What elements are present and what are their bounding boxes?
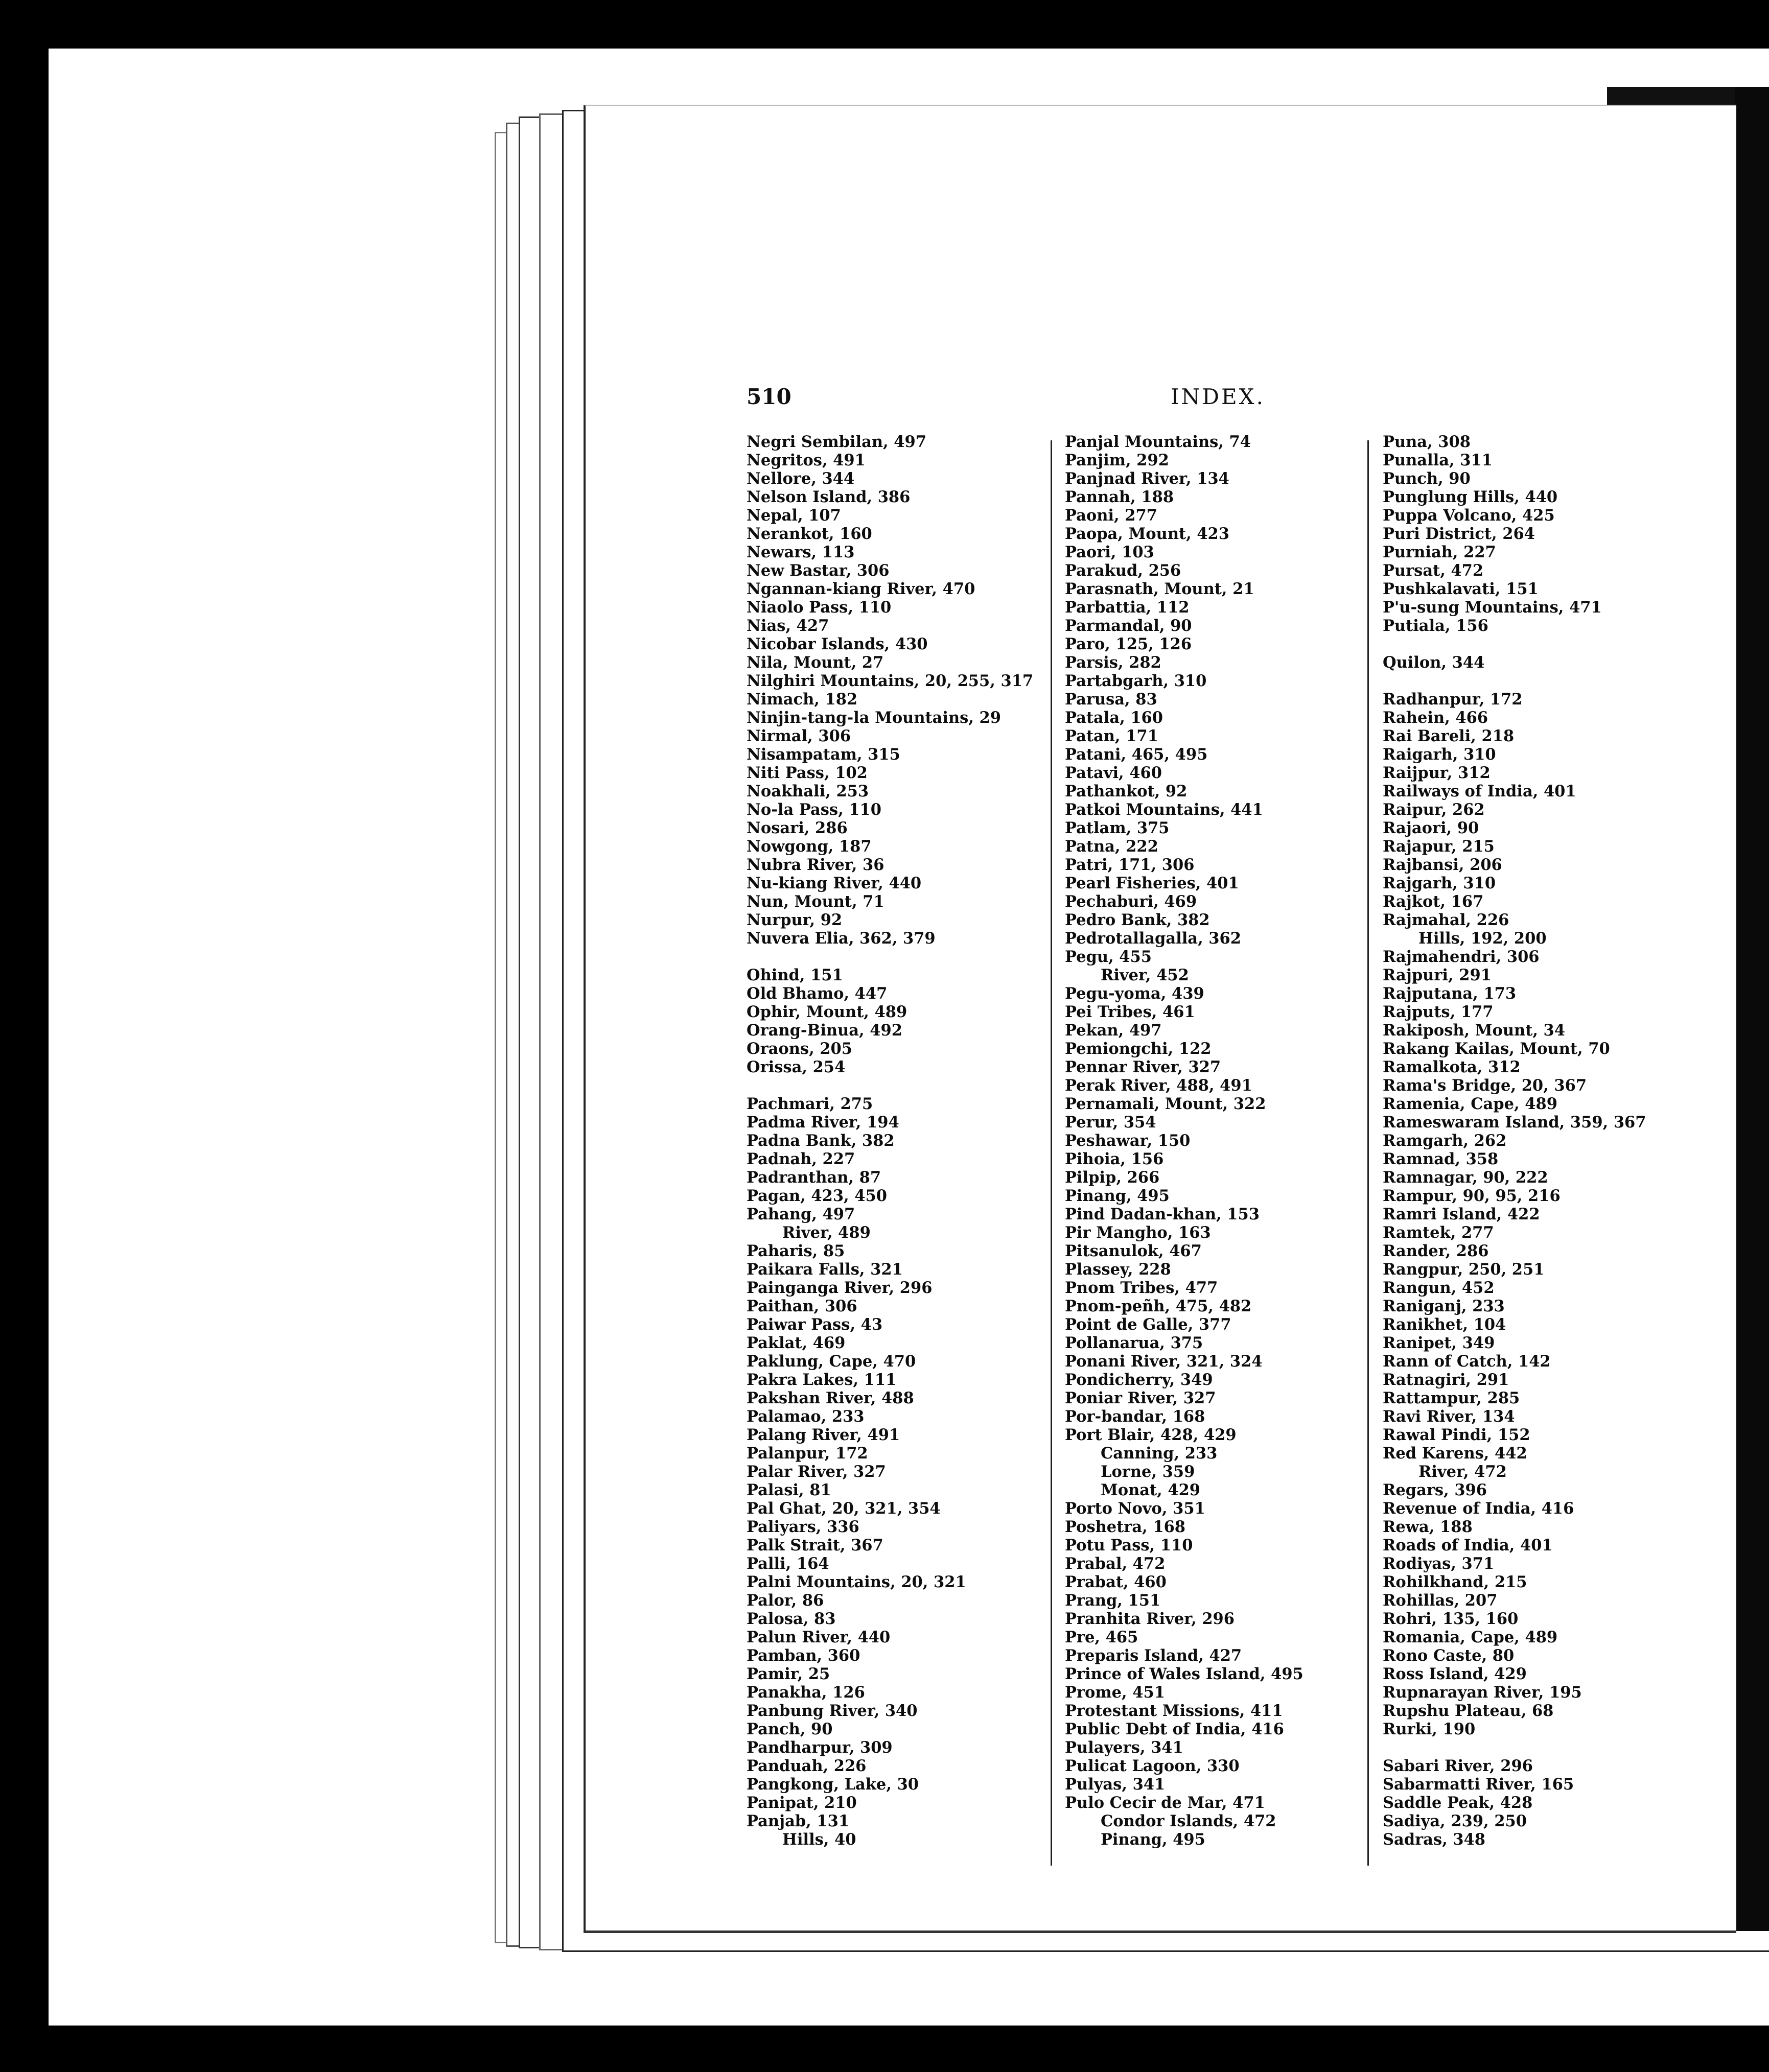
index-entry: Public Debt of India, 416: [1065, 1720, 1284, 1738]
index-entry: Rajmahal, 226: [1383, 911, 1509, 929]
index-entry: Nirmal, 306: [747, 727, 851, 745]
index-entry: Poshetra, 168: [1065, 1518, 1186, 1536]
index-entry: Sadras, 348: [1383, 1830, 1486, 1849]
index-entry: Punglung Hills, 440: [1383, 488, 1558, 506]
index-column-1: [747, 433, 1053, 1849]
index-entry: Prome, 451: [1065, 1683, 1165, 1702]
index-entry: Nun, Mount, 71: [747, 892, 884, 911]
index-entry: Nerankot, 160: [747, 525, 872, 543]
index-entry: Paharis, 85: [747, 1242, 845, 1260]
index-entry: Nuvera Elia, 362, 379: [747, 929, 936, 948]
index-entry: Paiwar Pass, 43: [747, 1315, 883, 1334]
index-entry: Pekan, 497: [1065, 1021, 1162, 1040]
index-entry: Quilon, 344: [1383, 653, 1485, 672]
index-entry: Paklung, Cape, 470: [747, 1352, 916, 1371]
index-column-3: [1383, 433, 1689, 1849]
index-subentry: River, 489: [782, 1223, 871, 1242]
index-entry: Panjab, 131: [747, 1812, 850, 1830]
index-entry: Pannah, 188: [1065, 488, 1174, 506]
index-entry: Ramnagar, 90, 222: [1383, 1168, 1548, 1187]
index-entry: Protestant Missions, 411: [1065, 1702, 1283, 1720]
index-entry: Palanpur, 172: [747, 1444, 868, 1463]
index-entry: Old Bhamo, 447: [747, 984, 888, 1003]
index-entry: Partabgarh, 310: [1065, 672, 1207, 690]
index-entry: Ramtek, 277: [1383, 1223, 1494, 1242]
index-entry: Pennar River, 327: [1065, 1058, 1221, 1076]
index-entry: Nisampatam, 315: [747, 745, 900, 764]
index-subentry: Condor Islands, 472: [1101, 1812, 1276, 1830]
index-entry: Pathankot, 92: [1065, 782, 1188, 800]
index-entry: Nelson Island, 386: [747, 488, 911, 506]
index-entry: Patlam, 375: [1065, 819, 1170, 837]
index-entry: Pei Tribes, 461: [1065, 1003, 1195, 1021]
index-entry: Pechaburi, 469: [1065, 892, 1197, 911]
index-entry: Negri Sembilan, 497: [747, 433, 926, 451]
index-entry: Pamir, 25: [747, 1665, 830, 1683]
index-entry: Pondicherry, 349: [1065, 1371, 1213, 1389]
index-entry: Paori, 103: [1065, 543, 1154, 561]
index-entry: Pnom-peñh, 475, 482: [1065, 1297, 1252, 1315]
index-entry: Saddle Peak, 428: [1383, 1794, 1533, 1812]
index-entry: Poniar River, 327: [1065, 1389, 1216, 1407]
index-entry: Pachmari, 275: [747, 1095, 873, 1113]
index-entry: Ramenia, Cape, 489: [1383, 1095, 1557, 1113]
index-entry: Palli, 164: [747, 1555, 829, 1573]
index-entry: Rampur, 90, 95, 216: [1383, 1187, 1561, 1205]
index-entry: Ramgarh, 262: [1383, 1132, 1507, 1150]
index-entry: Palar River, 327: [747, 1463, 886, 1481]
index-entry: Pal Ghat, 20, 321, 354: [747, 1499, 941, 1518]
index-entry: Ngannan-kiang River, 470: [747, 580, 975, 598]
index-entry: Parakud, 256: [1065, 561, 1181, 580]
index-entry: Nowgong, 187: [747, 837, 872, 856]
index-entry: Revenue of India, 416: [1383, 1499, 1574, 1518]
index-entry: Panjim, 292: [1065, 451, 1169, 469]
index-entry: Pitsanulok, 467: [1065, 1242, 1202, 1260]
book-cover-edge: [1735, 87, 1769, 1931]
index-entry: Pihoia, 156: [1065, 1150, 1164, 1168]
index-entry: Rann of Catch, 142: [1383, 1352, 1551, 1371]
index-entry: Panch, 90: [747, 1720, 833, 1738]
index-entry: Nosari, 286: [747, 819, 848, 837]
index-entry: Sabari River, 296: [1383, 1757, 1533, 1775]
index-entry: Palk Strait, 367: [747, 1536, 883, 1555]
index-entry: Ramalkota, 312: [1383, 1058, 1521, 1076]
index-entry: Ohind, 151: [747, 966, 843, 984]
index-entry: Regars, 396: [1383, 1481, 1487, 1499]
index-entry: Orang-Binua, 492: [747, 1021, 902, 1040]
index-entry: Paro, 125, 126: [1065, 635, 1192, 653]
index-entry: Pinang, 495: [1065, 1187, 1170, 1205]
index-entry: Panjnad River, 134: [1065, 469, 1229, 488]
index-entry: Pegu, 455: [1065, 948, 1152, 966]
index-entry: Porto Novo, 351: [1065, 1499, 1205, 1518]
index-entry: Rajbansi, 206: [1383, 856, 1502, 874]
index-entry: Puppa Volcano, 425: [1383, 506, 1555, 525]
index-entry: Palosa, 83: [747, 1610, 836, 1628]
index-entry: Rohri, 135, 160: [1383, 1610, 1519, 1628]
index-entry: Punch, 90: [1383, 469, 1471, 488]
index-entry: Preparis Island, 427: [1065, 1646, 1242, 1665]
index-entry: No-la Pass, 110: [747, 800, 881, 819]
index-entry: Pedrotallagalla, 362: [1065, 929, 1241, 948]
index-entry: Niaolo Pass, 110: [747, 598, 892, 617]
index-entry: Padnah, 227: [747, 1150, 855, 1168]
index-entry: Pilpip, 266: [1065, 1168, 1160, 1187]
index-entry: Sabarmatti River, 165: [1383, 1775, 1574, 1794]
index-entry: Sadiya, 239, 250: [1383, 1812, 1527, 1830]
index-entry: Roads of India, 401: [1383, 1536, 1553, 1555]
index-entry: Raijpur, 312: [1383, 764, 1491, 782]
index-entry: Niti Pass, 102: [747, 764, 868, 782]
index-entry: Pulayers, 341: [1065, 1738, 1183, 1757]
index-entry: Palun River, 440: [747, 1628, 891, 1646]
index-entry: Ross Island, 429: [1383, 1665, 1527, 1683]
index-entry: Negritos, 491: [747, 451, 866, 469]
index-entry: Rajputana, 173: [1383, 984, 1517, 1003]
index-entry: Rupnarayan River, 195: [1383, 1683, 1582, 1702]
index-entry: Pulo Cecir de Mar, 471: [1065, 1794, 1265, 1812]
index-entry: Rakang Kailas, Mount, 70: [1383, 1040, 1610, 1058]
index-entry: Pursat, 472: [1383, 561, 1484, 580]
index-entry: Purniah, 227: [1383, 543, 1496, 561]
index-entry: Red Karens, 442: [1383, 1444, 1527, 1463]
index-entry: Paoni, 277: [1065, 506, 1157, 525]
index-entry: Puri District, 264: [1383, 525, 1535, 543]
index-entry: Panakha, 126: [747, 1683, 865, 1702]
index-entry: Pranhita River, 296: [1065, 1610, 1235, 1628]
index-entry: Ramri Island, 422: [1383, 1205, 1540, 1223]
index-entry: Nellore, 344: [747, 469, 855, 488]
index-entry: Pandharpur, 309: [747, 1738, 893, 1757]
index-entry: Perur, 354: [1065, 1113, 1156, 1132]
scan-border-top: [0, 0, 1769, 49]
index-entry: Point de Galle, 377: [1065, 1315, 1231, 1334]
index-entry: Ranipet, 349: [1383, 1334, 1495, 1352]
index-entry: Rajpuri, 291: [1383, 966, 1492, 984]
index-entry: Prang, 151: [1065, 1591, 1161, 1610]
index-entry: Padna Bank, 382: [747, 1132, 895, 1150]
index-subentry: River, 452: [1101, 966, 1189, 984]
index-entry: Rajgarh, 310: [1383, 874, 1496, 892]
index-entry: Padma River, 194: [747, 1113, 899, 1132]
index-entry: Puna, 308: [1383, 433, 1471, 451]
index-subentry: River, 472: [1418, 1463, 1507, 1481]
index-entry: Paklat, 469: [747, 1334, 846, 1352]
index-entry: Nurpur, 92: [747, 911, 843, 929]
index-entry: Pegu-yoma, 439: [1065, 984, 1204, 1003]
index-entry: Palor, 86: [747, 1591, 824, 1610]
index-entry: Nias, 427: [747, 617, 829, 635]
index-entry: Rai Bareli, 218: [1383, 727, 1515, 745]
index-entry: Pind Dadan-khan, 153: [1065, 1205, 1260, 1223]
index-entry: Nu-kiang River, 440: [747, 874, 922, 892]
running-title: INDEX.: [1171, 384, 1265, 409]
index-entry: Palasi, 81: [747, 1481, 831, 1499]
index-entry: Parusa, 83: [1065, 690, 1157, 709]
index-entry: Peshawar, 150: [1065, 1132, 1191, 1150]
index-entry: Newars, 113: [747, 543, 855, 561]
index-entry: Pulyas, 341: [1065, 1775, 1166, 1794]
index-entry: Pagan, 423, 450: [747, 1187, 887, 1205]
index-entry: Pakra Lakes, 111: [747, 1371, 897, 1389]
index-entry: Prabal, 472: [1065, 1555, 1166, 1573]
index-entry: Port Blair, 428, 429: [1065, 1426, 1237, 1444]
index-entry: Pollanarua, 375: [1065, 1334, 1203, 1352]
index-entry: Patavi, 460: [1065, 764, 1162, 782]
page-number: 510: [747, 384, 792, 409]
index-subentry: Canning, 233: [1101, 1444, 1218, 1463]
index-entry: Pernamali, Mount, 322: [1065, 1095, 1266, 1113]
index-entry: Painganga River, 296: [747, 1279, 933, 1297]
index-entry: Pulicat Lagoon, 330: [1065, 1757, 1240, 1775]
index-entry: Romania, Cape, 489: [1383, 1628, 1558, 1646]
index-entry: Prabat, 460: [1065, 1573, 1167, 1591]
index-entry: Parbattia, 112: [1065, 598, 1190, 617]
index-entry: Rupshu Plateau, 68: [1383, 1702, 1554, 1720]
index-entry: Ninjin-tang-la Mountains, 29: [747, 709, 1001, 727]
index-entry: Rewa, 188: [1383, 1518, 1473, 1536]
index-entry: Panipat, 210: [747, 1794, 857, 1812]
index-entry: Raigarh, 310: [1383, 745, 1496, 764]
index-entry: Nepal, 107: [747, 506, 841, 525]
index-entry: Rameswaram Island, 359, 367: [1383, 1113, 1646, 1132]
index-entry: Rangpur, 250, 251: [1383, 1260, 1545, 1279]
index-entry: Pnom Tribes, 477: [1065, 1279, 1218, 1297]
index-entry: Panduah, 226: [747, 1757, 867, 1775]
index-page: [584, 105, 1736, 1933]
index-entry: Nimach, 182: [747, 690, 858, 709]
index-entry: Panbung River, 340: [747, 1702, 918, 1720]
index-entry: Rahein, 466: [1383, 709, 1488, 727]
index-entry: Parmandal, 90: [1065, 617, 1192, 635]
index-entry: Railways of India, 401: [1383, 782, 1576, 800]
index-entry: Patna, 222: [1065, 837, 1158, 856]
index-entry: Rono Caste, 80: [1383, 1646, 1515, 1665]
index-entry: Palamao, 233: [747, 1407, 865, 1426]
index-entry: Rajaori, 90: [1383, 819, 1479, 837]
index-entry: Pangkong, Lake, 30: [747, 1775, 919, 1794]
index-entry: Rangun, 452: [1383, 1279, 1495, 1297]
index-entry: Ratnagiri, 291: [1383, 1371, 1509, 1389]
index-column-2: [1065, 433, 1371, 1849]
index-entry: Pushkalavati, 151: [1383, 580, 1539, 598]
index-subentry: Pinang, 495: [1101, 1830, 1205, 1849]
index-entry: Ranikhet, 104: [1383, 1315, 1506, 1334]
index-entry: Punalla, 311: [1383, 451, 1493, 469]
index-entry: Plassey, 228: [1065, 1260, 1171, 1279]
index-entry: Radhanpur, 172: [1383, 690, 1523, 709]
index-entry: Rama's Bridge, 20, 367: [1383, 1076, 1587, 1095]
index-entry: Ophir, Mount, 489: [747, 1003, 907, 1021]
index-entry: Pahang, 497: [747, 1205, 855, 1223]
index-entry: Patkoi Mountains, 441: [1065, 800, 1263, 819]
index-entry: Rohilkhand, 215: [1383, 1573, 1527, 1591]
index-entry: Orissa, 254: [747, 1058, 846, 1076]
index-entry: Padranthan, 87: [747, 1168, 881, 1187]
index-entry: Pir Mangho, 163: [1065, 1223, 1211, 1242]
index-entry: Potu Pass, 110: [1065, 1536, 1193, 1555]
index-entry: P'u-sung Mountains, 471: [1383, 598, 1602, 617]
index-entry: Patri, 171, 306: [1065, 856, 1195, 874]
index-subentry: Lorne, 359: [1101, 1463, 1195, 1481]
index-subentry: Hills, 40: [782, 1830, 856, 1849]
index-entry: Palang River, 491: [747, 1426, 900, 1444]
index-entry: Palni Mountains, 20, 321: [747, 1573, 966, 1591]
index-subentry: Monat, 429: [1101, 1481, 1201, 1499]
index-entry: Nicobar Islands, 430: [747, 635, 928, 653]
index-entry: Rodiyas, 371: [1383, 1555, 1495, 1573]
index-entry: Rattampur, 285: [1383, 1389, 1520, 1407]
index-entry: Ravi River, 134: [1383, 1407, 1515, 1426]
index-entry: Pre, 465: [1065, 1628, 1138, 1646]
index-entry: Rohillas, 207: [1383, 1591, 1498, 1610]
index-entry: Rajapur, 215: [1383, 837, 1495, 856]
page-header: [586, 384, 1736, 410]
index-entry: Patala, 160: [1065, 709, 1163, 727]
index-entry: Nilghiri Mountains, 20, 255, 317: [747, 672, 1034, 690]
scan-border-bottom: [0, 2026, 1769, 2072]
index-entry: Parasnath, Mount, 21: [1065, 580, 1254, 598]
index-entry: Rander, 286: [1383, 1242, 1489, 1260]
index-entry: New Bastar, 306: [747, 561, 890, 580]
index-entry: Oraons, 205: [747, 1040, 852, 1058]
index-entry: Putiala, 156: [1383, 617, 1488, 635]
index-entry: Paithan, 306: [747, 1297, 857, 1315]
index-entry: Paopa, Mount, 423: [1065, 525, 1229, 543]
index-entry: Nila, Mount, 27: [747, 653, 884, 672]
index-entry: Pedro Bank, 382: [1065, 911, 1210, 929]
index-entry: Pakshan River, 488: [747, 1389, 914, 1407]
index-entry: Parsis, 282: [1065, 653, 1161, 672]
index-entry: Raniganj, 233: [1383, 1297, 1505, 1315]
index-entry: Patan, 171: [1065, 727, 1158, 745]
index-entry: Nubra River, 36: [747, 856, 884, 874]
index-entry: Por-bandar, 168: [1065, 1407, 1205, 1426]
index-entry: Prince of Wales Island, 495: [1065, 1665, 1304, 1683]
index-entry: Pemiongchi, 122: [1065, 1040, 1212, 1058]
index-entry: Rurki, 190: [1383, 1720, 1476, 1738]
index-entry: Pearl Fisheries, 401: [1065, 874, 1239, 892]
index-entry: Paikara Falls, 321: [747, 1260, 903, 1279]
index-entry: Panjal Mountains, 74: [1065, 433, 1251, 451]
index-entry: Rajputs, 177: [1383, 1003, 1494, 1021]
index-entry: Rawal Pindi, 152: [1383, 1426, 1530, 1444]
index-subentry: Hills, 192, 200: [1418, 929, 1547, 948]
index-entry: Rajmahendri, 306: [1383, 948, 1540, 966]
index-entry: Ramnad, 358: [1383, 1150, 1499, 1168]
index-entry: Pamban, 360: [747, 1646, 860, 1665]
index-entry: Rakiposh, Mount, 34: [1383, 1021, 1566, 1040]
index-entry: Perak River, 488, 491: [1065, 1076, 1252, 1095]
index-entry: Paliyars, 336: [747, 1518, 859, 1536]
index-entry: Noakhali, 253: [747, 782, 869, 800]
index-entry: Rajkot, 167: [1383, 892, 1484, 911]
index-entry: Raipur, 262: [1383, 800, 1485, 819]
index-entry: Patani, 465, 495: [1065, 745, 1208, 764]
index-entry: Ponani River, 321, 324: [1065, 1352, 1263, 1371]
